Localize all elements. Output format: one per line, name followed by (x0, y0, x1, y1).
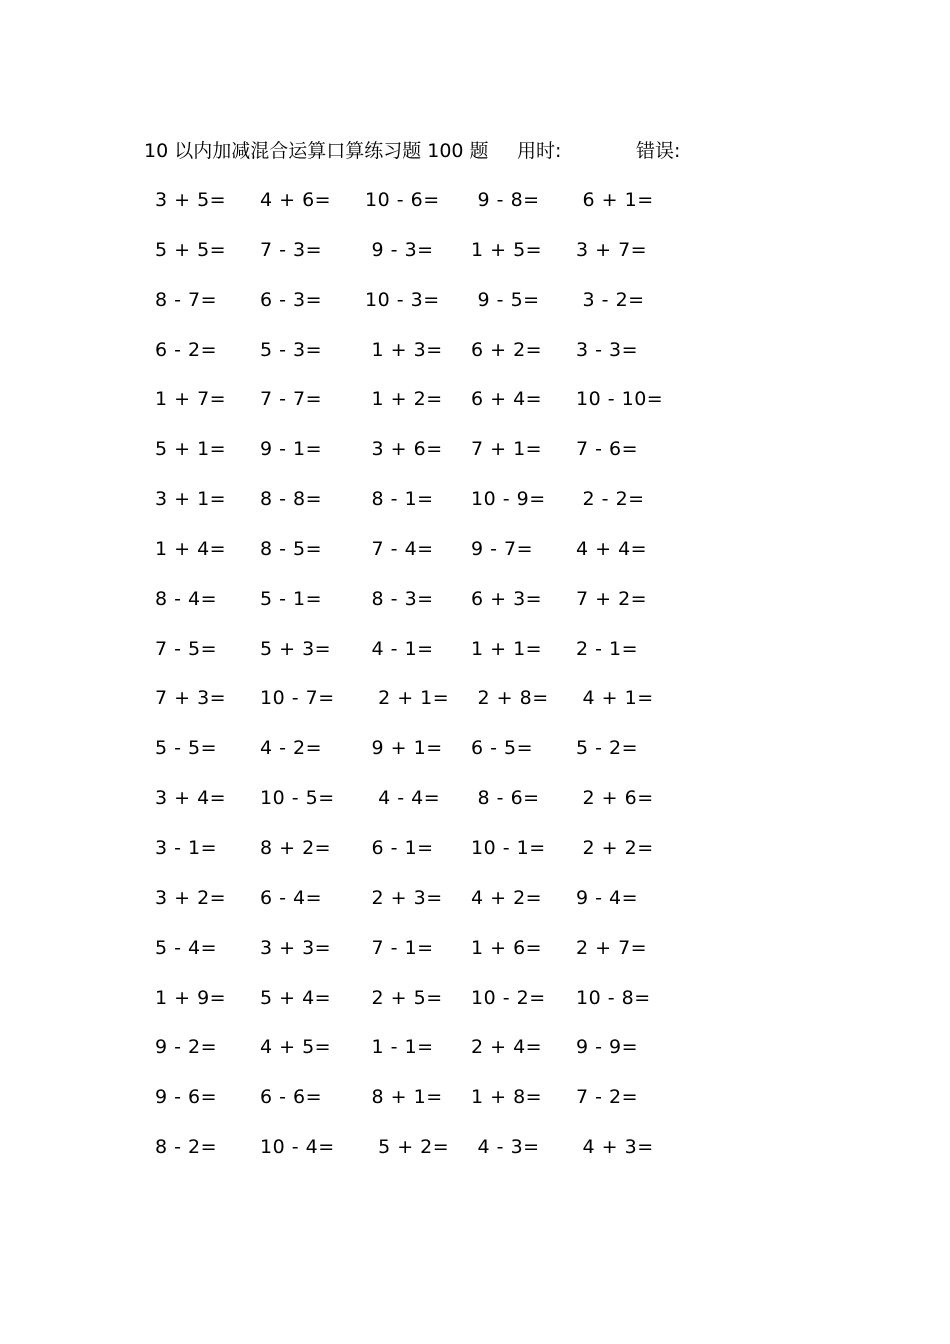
math-problem: 6 + 4= (471, 388, 543, 411)
math-problem: 9 - 6= (155, 1086, 218, 1109)
math-problem: 6 + 3= (471, 587, 543, 610)
math-problem: 9 - 8= (471, 189, 540, 211)
math-problem: 6 - 6= (260, 1086, 323, 1109)
math-problem: 8 + 2= (260, 836, 332, 859)
math-problem: 5 - 1= (260, 587, 323, 610)
math-problem: 4 + 4= (576, 537, 648, 560)
math-problem: 2 - 1= (576, 637, 639, 660)
math-problem: 4 + 5= (260, 1036, 332, 1059)
math-problem: 8 - 7= (155, 288, 218, 311)
math-problem: 2 + 7= (576, 936, 648, 959)
math-problem: 3 - 2= (576, 288, 645, 311)
math-problem: 10 - 5= (260, 787, 335, 810)
math-problem: 9 - 9= (576, 1036, 639, 1059)
problem-row (0, 485, 950, 535)
math-problem: 10 - 10= (576, 388, 664, 411)
math-problem: 6 - 3= (260, 288, 323, 311)
math-problem: 5 + 1= (155, 438, 227, 461)
math-problem: 3 - 1= (155, 836, 218, 859)
math-problem: 2 + 1= (365, 687, 450, 710)
math-problem: 7 - 5= (155, 637, 218, 660)
math-problem: 10 - 1= (471, 836, 546, 859)
math-problem: 9 - 3= (365, 238, 434, 261)
math-problem: 4 + 2= (471, 886, 543, 909)
math-problem: 8 + 1= (365, 1086, 443, 1109)
problem-row (0, 884, 950, 934)
math-problem: 2 + 2= (576, 836, 654, 859)
math-problem: 10 - 8= (576, 986, 651, 1009)
problem-row (0, 934, 950, 984)
math-problem: 1 + 6= (471, 936, 543, 959)
math-problem: 5 - 3= (260, 338, 323, 361)
problem-row (0, 984, 950, 1034)
math-problem: 5 + 5= (155, 238, 227, 261)
math-problem: 9 - 2= (155, 1036, 218, 1059)
problem-row (0, 684, 950, 734)
math-problem: 4 - 2= (260, 737, 323, 760)
math-problem: 6 - 4= (260, 886, 323, 909)
math-problem: 8 - 6= (471, 787, 540, 810)
math-problem: 3 + 4= (155, 787, 227, 810)
math-problem: 1 + 8= (471, 1086, 543, 1109)
math-problem: 2 + 3= (365, 886, 443, 909)
math-problem: 6 - 2= (155, 338, 218, 361)
math-problem: 8 - 1= (365, 488, 434, 511)
problem-grid (0, 186, 950, 1183)
problem-row (0, 535, 950, 585)
math-problem: 5 + 4= (260, 986, 332, 1009)
time-used-label: 用时: (517, 140, 562, 162)
math-problem: 7 - 7= (260, 388, 323, 411)
math-problem: 1 - 1= (365, 1036, 434, 1059)
math-problem: 6 - 1= (365, 836, 434, 859)
math-problem: 7 - 6= (576, 438, 639, 461)
math-problem: 8 - 3= (365, 587, 434, 610)
math-problem: 9 + 1= (365, 737, 443, 760)
math-problem: 10 - 2= (471, 986, 546, 1009)
math-problem: 5 - 4= (155, 936, 218, 959)
math-problem: 3 + 2= (155, 886, 227, 909)
math-problem: 5 + 2= (365, 1136, 450, 1159)
math-problem: 5 + 3= (260, 637, 332, 660)
math-problem: 3 + 3= (260, 936, 332, 959)
math-problem: 4 + 6= (260, 189, 332, 211)
math-problem: 8 - 2= (155, 1136, 218, 1159)
math-problem: 7 - 4= (365, 537, 434, 560)
math-problem: 6 + 1= (576, 189, 654, 211)
math-problem: 1 + 1= (471, 637, 543, 660)
problem-row (0, 1133, 950, 1183)
math-problem: 4 - 1= (365, 637, 434, 660)
math-problem: 7 - 1= (365, 936, 434, 959)
math-problem: 3 - 3= (576, 338, 639, 361)
math-problem: 1 + 7= (155, 388, 227, 411)
math-problem: 7 - 2= (576, 1086, 639, 1109)
math-problem: 10 - 3= (365, 288, 440, 311)
math-problem: 7 - 3= (260, 238, 323, 261)
math-problem: 9 - 4= (576, 886, 639, 909)
math-problem: 10 - 7= (260, 687, 335, 710)
math-problem: 1 + 3= (365, 338, 443, 361)
problem-row (0, 1083, 950, 1133)
math-problem: 1 + 2= (365, 388, 443, 411)
math-problem: 2 + 8= (471, 687, 549, 710)
math-problem: 1 + 5= (471, 238, 543, 261)
math-problem: 7 + 1= (471, 438, 543, 461)
math-problem: 8 - 8= (260, 488, 323, 511)
math-problem: 4 + 1= (576, 687, 654, 710)
error-count-label: 错误: (636, 140, 681, 162)
math-problem: 6 + 2= (471, 338, 543, 361)
problem-row (0, 336, 950, 386)
math-problem: 7 + 2= (576, 587, 648, 610)
math-problem: 2 + 5= (365, 986, 443, 1009)
problem-row (0, 1033, 950, 1083)
math-problem: 10 - 6= (365, 189, 440, 211)
math-problem: 10 - 9= (471, 488, 546, 511)
math-problem: 1 + 4= (155, 537, 227, 560)
problem-row (0, 435, 950, 485)
problem-row (0, 585, 950, 635)
math-problem: 8 - 5= (260, 537, 323, 560)
math-problem: 8 - 4= (155, 587, 218, 610)
math-problem: 2 - 2= (576, 488, 645, 511)
worksheet-title: 10 以内加减混合运算口算练习题 100 题 (144, 140, 489, 162)
math-problem: 4 + 3= (576, 1136, 654, 1159)
math-problem: 4 - 4= (365, 787, 441, 810)
problem-row (0, 784, 950, 834)
problem-row (0, 236, 950, 286)
problem-row (0, 834, 950, 884)
math-problem: 5 - 5= (155, 737, 218, 760)
math-problem: 10 - 4= (260, 1136, 335, 1159)
problem-row (0, 635, 950, 685)
math-problem: 5 - 2= (576, 737, 639, 760)
math-problem: 6 - 5= (471, 737, 534, 760)
problem-row (0, 186, 950, 236)
math-problem: 9 - 7= (471, 537, 534, 560)
math-problem: 1 + 9= (155, 986, 227, 1009)
math-problem: 2 + 4= (471, 1036, 543, 1059)
math-problem: 3 + 1= (155, 488, 227, 511)
problem-row (0, 734, 950, 784)
math-problem: 4 - 3= (471, 1136, 540, 1159)
math-problem: 3 + 5= (155, 189, 227, 211)
math-problem: 9 - 1= (260, 438, 323, 461)
math-problem: 3 + 7= (576, 238, 648, 261)
problem-row (0, 385, 950, 435)
math-problem: 3 + 6= (365, 438, 443, 461)
problem-row (0, 286, 950, 336)
math-problem: 7 + 3= (155, 687, 227, 710)
math-problem: 9 - 5= (471, 288, 540, 311)
math-problem: 2 + 6= (576, 787, 654, 810)
